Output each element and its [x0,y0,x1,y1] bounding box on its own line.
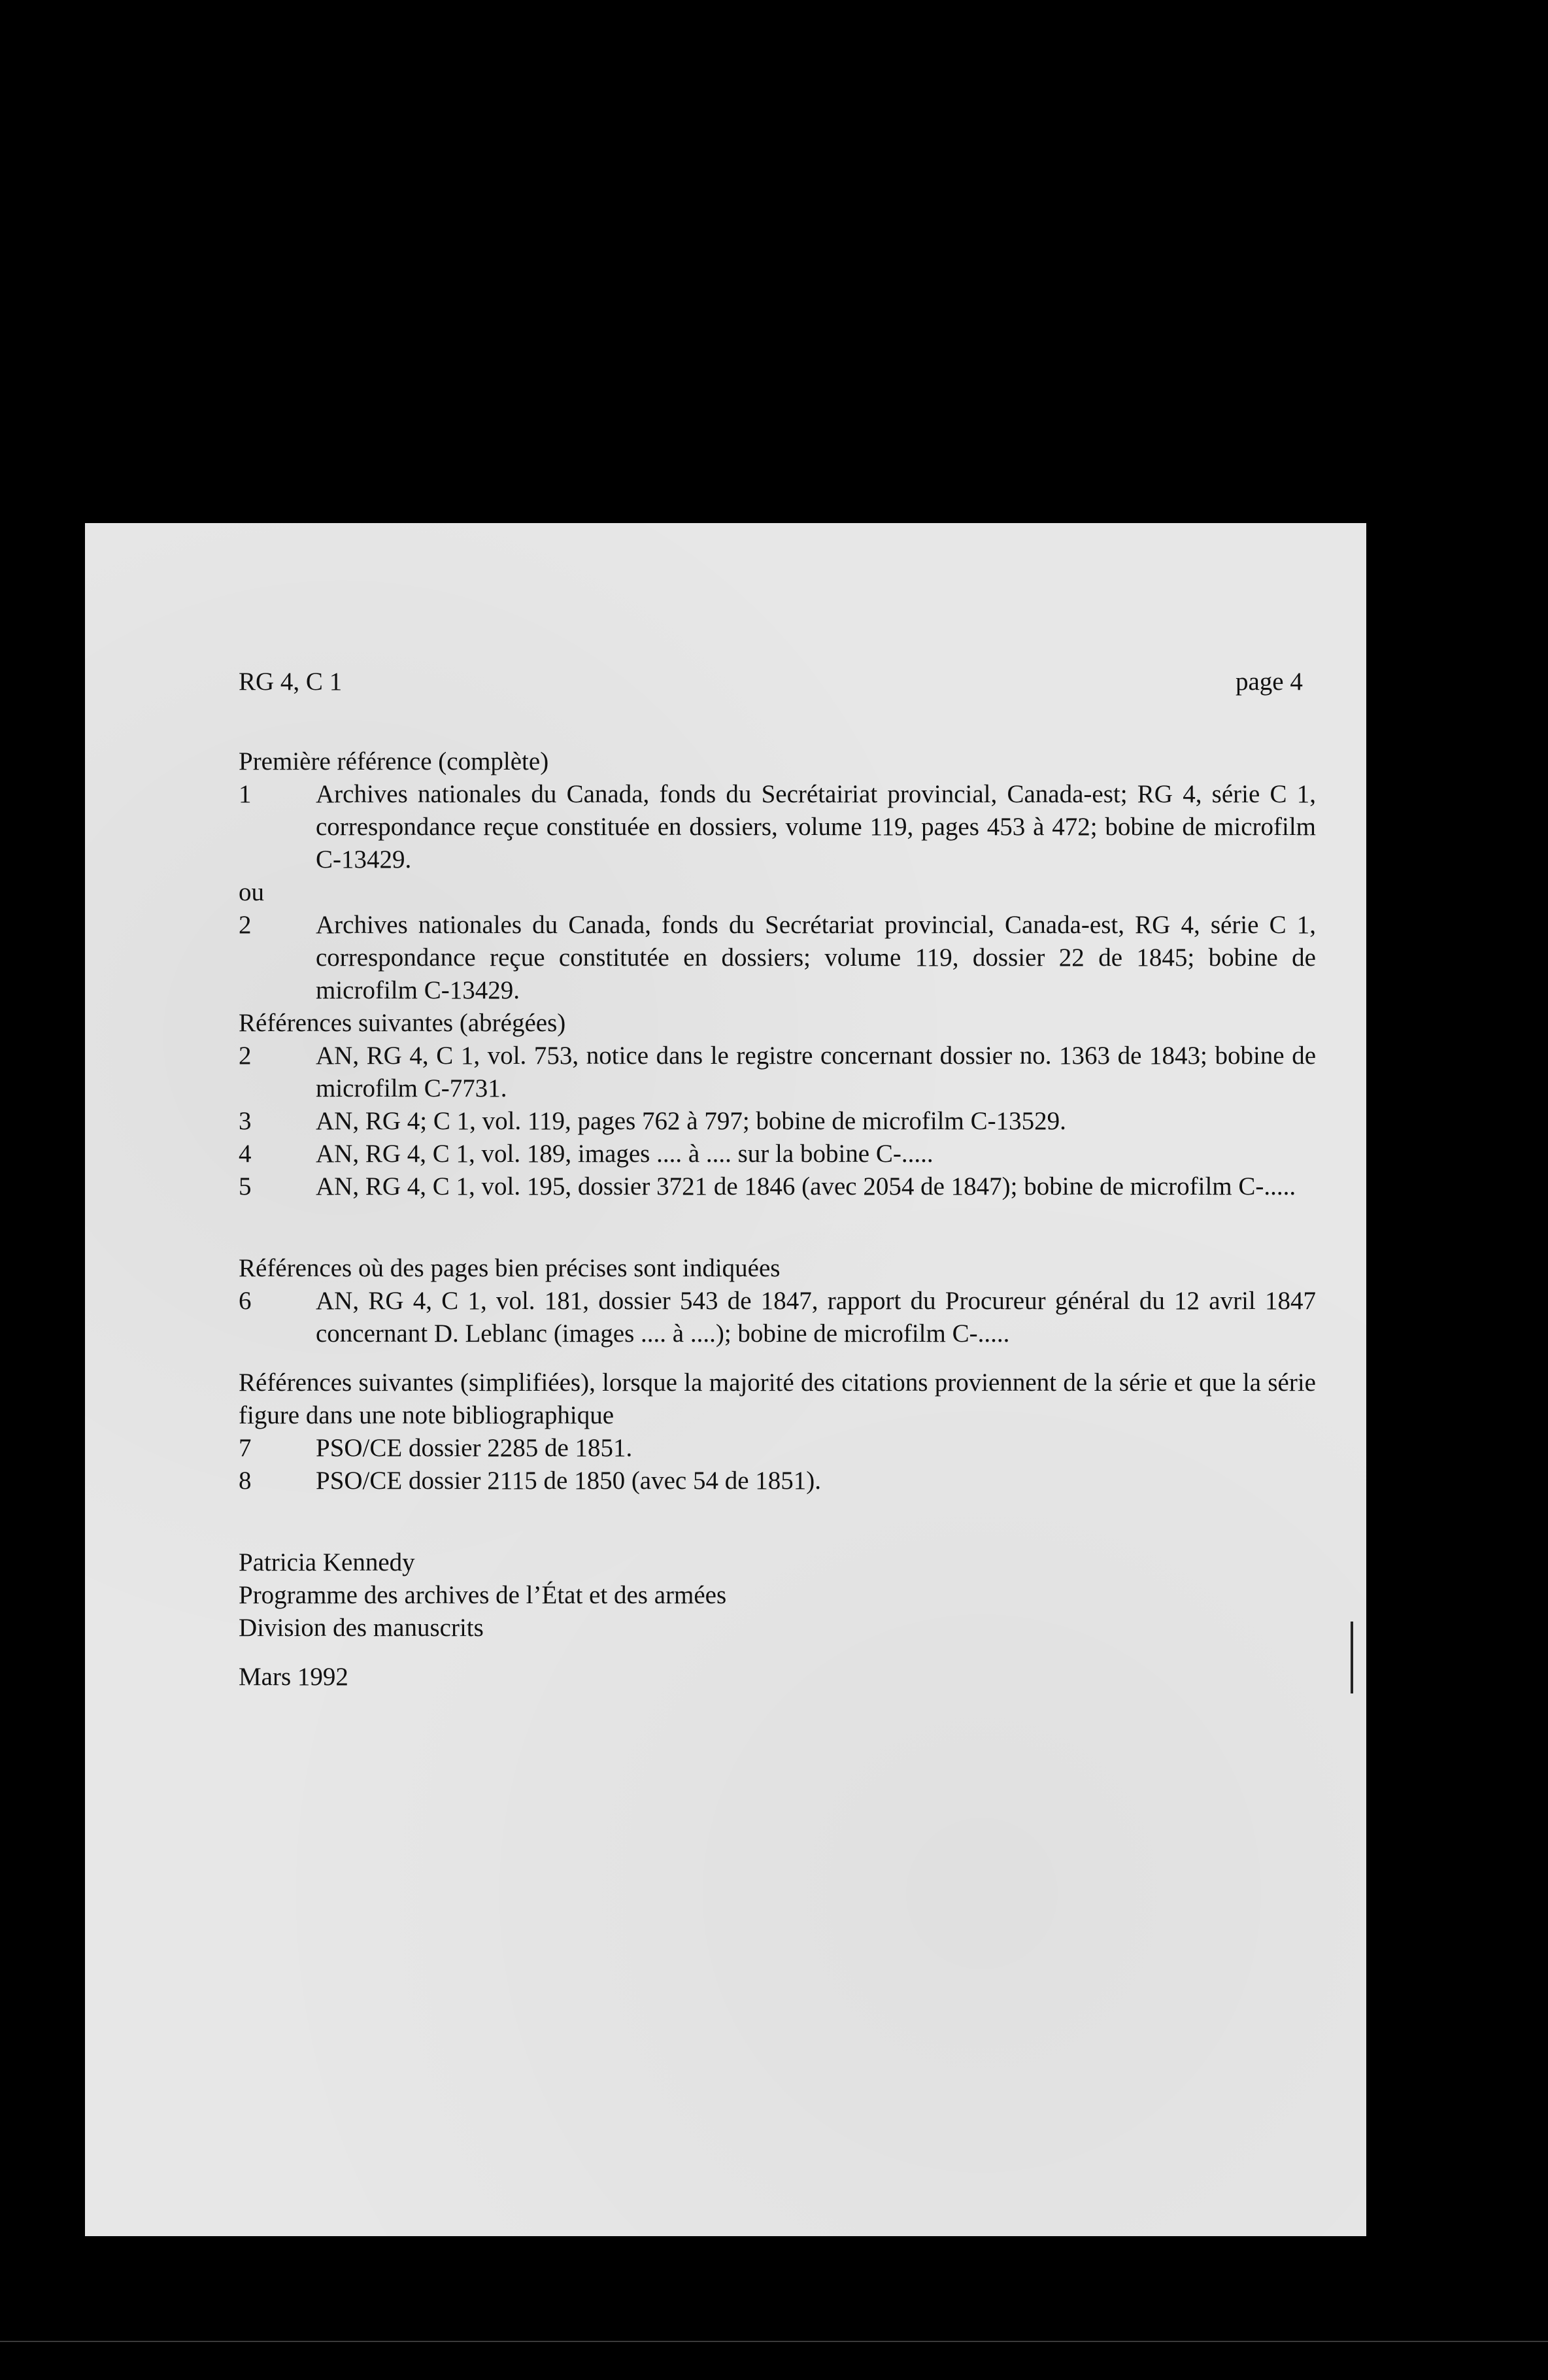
ref-number: 1 [239,780,252,808]
ref-number: 5 [239,1172,252,1200]
signature-name: Patricia Kennedy [239,1548,415,1576]
ref-entry: PSO/CE dossier 2285 de 1851. [316,1434,633,1462]
ref-number: 6 [239,1287,252,1315]
header-series: RG 4, C 1 [239,668,343,696]
ref-number: 2 [239,1042,252,1070]
first-reference-heading: Première référence (complète) [239,747,549,775]
page-edge-mark [1351,1622,1353,1693]
ref-entry: AN, RG 4, C 1, vol. 195, dossier 3721 de 1846 (avec 2054 de 1847); bobine de microfilm C-..... [316,1172,1296,1200]
ref-entry: Archives nationales du Canada, fonds du Secrétariat provincial, Canada-est, RG 4, série C 1, correspondance reçue constitutée en dossiers; volume 119, dossier 22 de 1845; bobine de microfilm C-13429. [316,911,1316,1004]
header-page-number: page 4 [1236,668,1303,696]
ref-entry: Archives nationales du Canada, fonds du Secrétairiat provincial, Canada-est; RG 4, série C 1, correspondance reçue constituée en dossiers, volume 119, pages 453 à 472; bobine de microfilm C-13429. [316,780,1316,874]
simplified-references-heading: Références suivantes (simplifiées), lorsque la majorité des citations proviennent de la série et que la série figure dans une note bibliographique [239,1368,1316,1429]
precise-references-heading: Références où des pages bien précises sont indiquées [239,1254,781,1282]
signature-division: Division des manuscrits [239,1614,484,1642]
or-label: ou [239,878,264,906]
ref-entry: AN, RG 4; C 1, vol. 119, pages 762 à 797; bobine de microfilm C-13529. [316,1107,1066,1135]
ref-number: 4 [239,1140,252,1168]
ref-number: 2 [239,911,252,939]
document-page [85,523,1366,2236]
signature-date: Mars 1992 [239,1663,348,1691]
ref-entry: AN, RG 4, C 1, vol. 189, images .... à .... sur la bobine C-..... [316,1140,934,1168]
film-edge-line [0,2341,1548,2342]
ref-number: 7 [239,1434,252,1462]
ref-entry: AN, RG 4, C 1, vol. 753, notice dans le registre concernant dossier no. 1363 de 1843; bobine de microfilm C-7731. [316,1042,1316,1102]
following-references-heading: Références suivantes (abrégées) [239,1009,566,1037]
ref-number: 8 [239,1467,252,1495]
signature-program: Programme des archives de l’État et des armées [239,1581,727,1609]
ref-number: 3 [239,1107,252,1135]
ref-entry: PSO/CE dossier 2115 de 1850 (avec 54 de 1851). [316,1467,822,1495]
ref-entry: AN, RG 4, C 1, vol. 181, dossier 543 de 1847, rapport du Procureur général du 12 avril 1847 concernant D. Leblanc (images .... à ....); bobine de microfilm C-..... [316,1287,1316,1348]
